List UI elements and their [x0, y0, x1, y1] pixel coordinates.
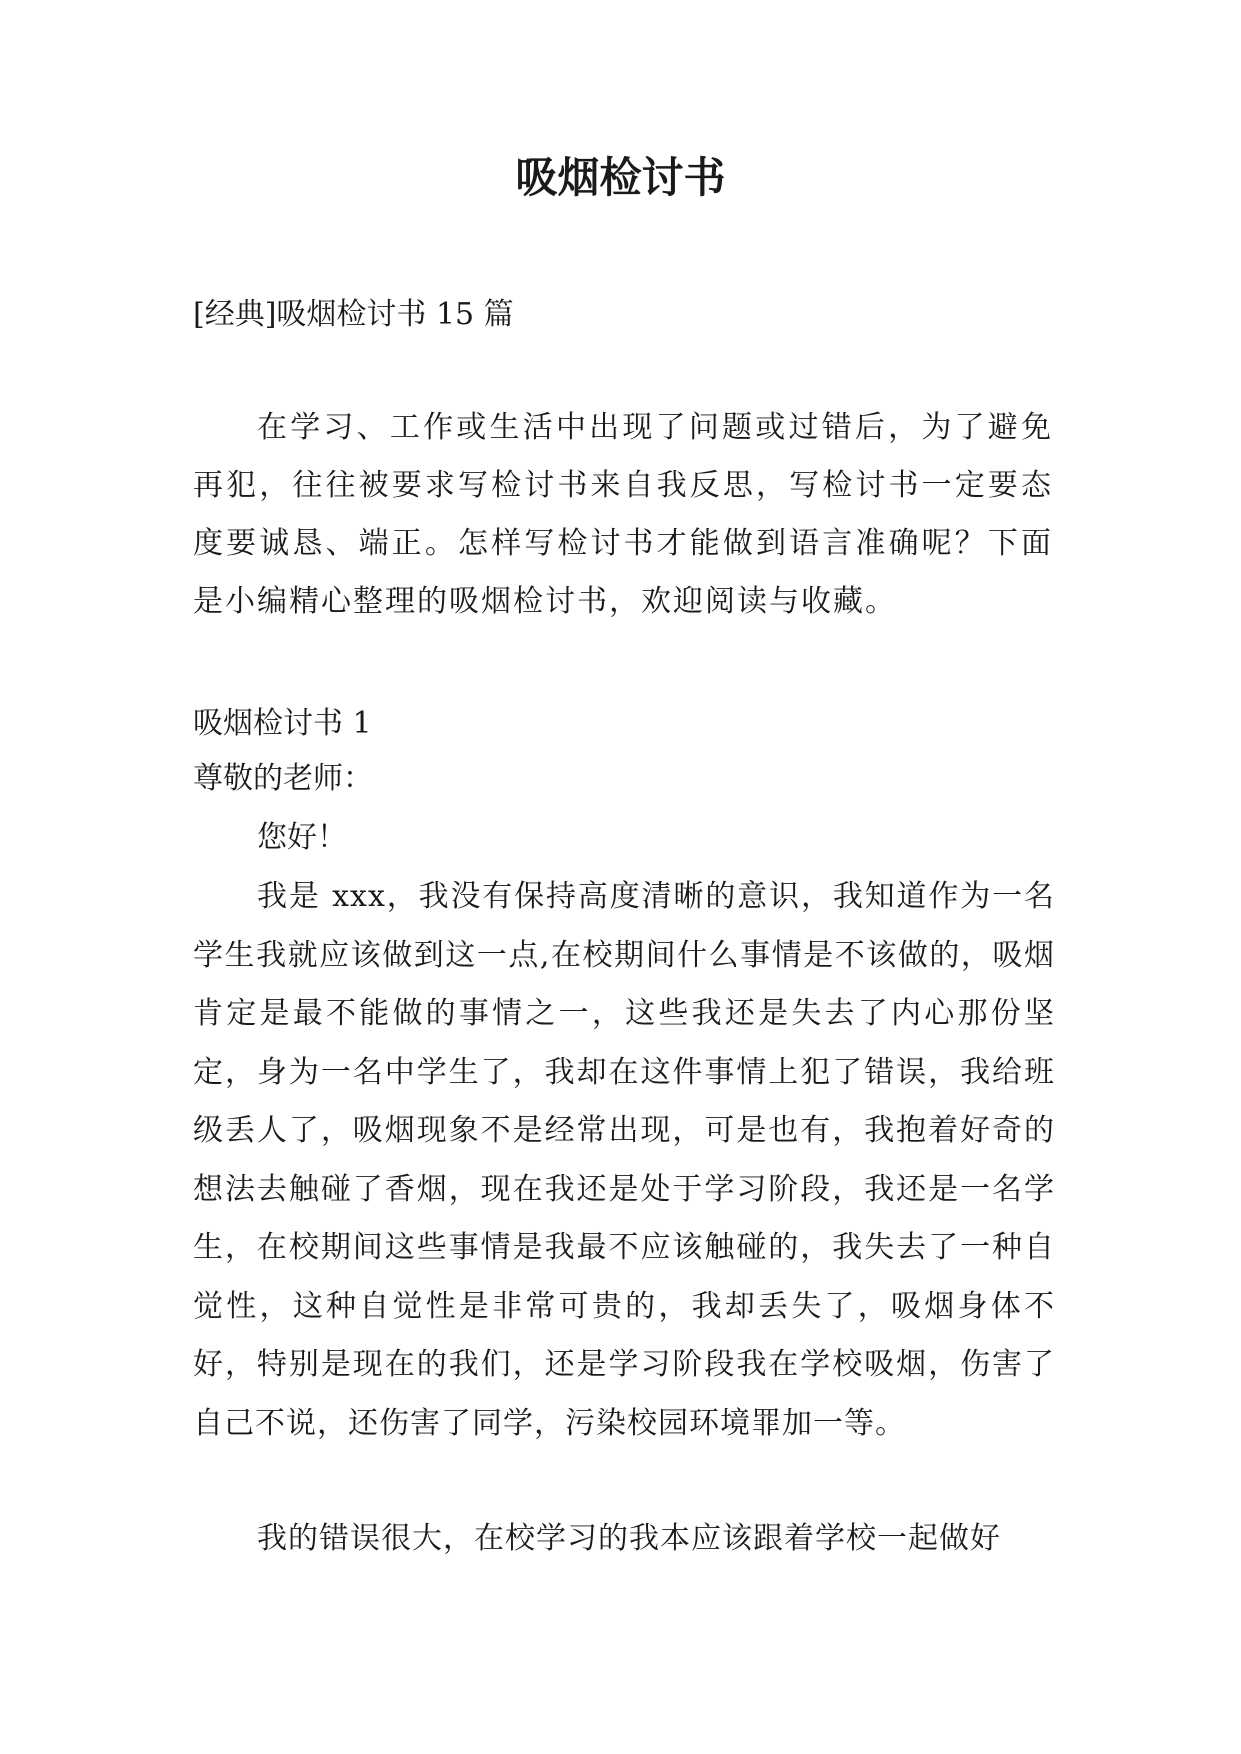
section-heading: 吸烟检讨书 1 [193, 706, 372, 741]
document-subtitle: [经典]吸烟检讨书 15 篇 [193, 297, 514, 332]
intro-paragraph: 在学习、工作或生活中出现了问题或过错后，为了避免再犯，往往被要求写检讨书来自我反思，写检讨书一定要态度要诚恳、端正。怎样写检讨书才能做到语言准确呢？下面是小编精心整理的吸烟检讨书，欢迎阅读与收藏。 [193, 410, 1053, 619]
letter-salutation: 尊敬的老师： [193, 761, 373, 796]
body-paragraph-1: 我是 xxx，我没有保持高度清晰的意识，我知道作为一名学生我就应该做到这一点,在校期间什么事情是不该做的，吸烟肯定是最不能做的事情之一，这些我还是失去了内心那份坚定，身为一名中学生了，我却在这件事情上犯了错误，我给班级丢人了，吸烟现象不是经常出现，可是也有，我抱着好奇的想法去触碰了香烟，现在我还是处于学习阶段，我还是一名学生，在校期间这些事情是我最不应该触碰的，我失去了一种自觉性，这种自觉性是非常可贵的，我却丢失了，吸烟身体不好，特别是现在的我们，还是学习阶段我在学校吸烟，伤害了自己不说，还伤害了同学，污染校园环境罪加一等。 [193, 879, 1055, 1441]
document-title: 吸烟检讨书 [515, 153, 726, 202]
body-paragraph-2: 我的错误很大，在校学习的我本应该跟着学校一起做好 [257, 1521, 1001, 1556]
letter-greeting: 您好！ [257, 820, 347, 855]
